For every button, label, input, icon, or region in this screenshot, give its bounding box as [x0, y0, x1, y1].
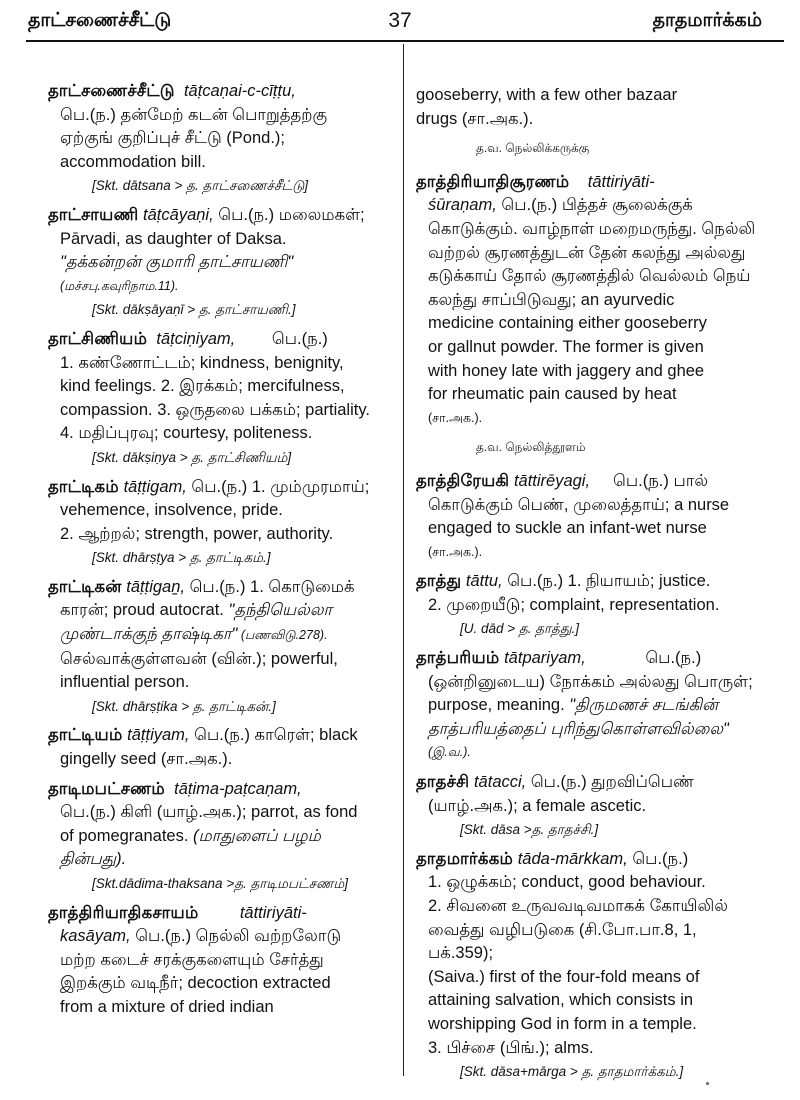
transliteration: śūraṇam, — [428, 196, 497, 215]
tamil-equivalent: த.வ. நெல்லித்தூளம் — [476, 440, 586, 455]
etymology: [Skt.dādima-thaksana >த. தாடிமபட்சணம்] — [92, 876, 349, 891]
quotation: (மாதுளைப் பழம் — [188, 826, 321, 845]
definition-line: of pomegranates. — [60, 826, 189, 845]
entry-tatcayani — [48, 204, 388, 322]
etymology: [U. dād > த. தாத்து.] — [460, 621, 580, 637]
entry-tattiyam — [48, 724, 388, 771]
print-speck — [706, 1082, 709, 1085]
citation-source: (இ.வ.). — [428, 745, 471, 760]
quotation: தாத்பரியத்தைப் புரிந்துகொள்ளவில்லை" — [428, 719, 729, 738]
definition-line: Pārvadi, as daughter of Daksa. — [60, 229, 287, 248]
headword: தாத்து — [416, 572, 462, 591]
quotation: "தந்தியெல்லா — [228, 601, 333, 620]
transliteration: tāttiriyāti- — [587, 172, 655, 191]
transliteration: tāda-mārkkam, — [517, 849, 628, 868]
headword: தாட்டியம் — [48, 726, 123, 745]
definition-line: கொடுக்கும். வாழ்நாள் மறைமருந்து. நெல்லி — [428, 219, 756, 238]
transliteration: tātpariyam, — [504, 649, 586, 668]
definition-text: பெ.(ந.) பால் — [608, 471, 709, 490]
headword: தாட்சாயணி — [48, 205, 139, 224]
entry-tattu — [416, 570, 760, 641]
headword: தாட்சணைச்சீட்டு — [48, 82, 175, 100]
headword: தாத்திரேயகி — [416, 471, 510, 490]
quotation: முண்டாக்குந் தாஷ்டிகா" — [60, 625, 238, 644]
definition-line: kind feelings. 2. இரக்கம்; mercifulness, — [60, 377, 345, 396]
transliteration: tāttu, — [465, 572, 503, 591]
entry-tatciniyam — [48, 328, 388, 470]
definition-line: 4. மதிப்புரவு; courtesy, politeness. — [60, 424, 313, 443]
citation-source: (மச்சபு.கவுரிநாம.11). — [60, 278, 179, 293]
definition-line: 2. ஆற்றல்; strength, power, authority. — [60, 524, 334, 543]
headword: தாத்திரியாதிகசாயம் — [48, 903, 199, 922]
definition-line: gooseberry, with a few other bazaar — [416, 86, 678, 104]
entry-tattireyagi — [416, 470, 760, 564]
right-column — [416, 84, 760, 1090]
etymology: [Skt. dhārṣṭika > த. தாட்டிகன்.] — [92, 698, 276, 714]
quotation: "திருமணச் சடங்கின் — [564, 696, 719, 715]
definition-text: பெ.(ந.) 1. மும்முரமாய்; — [186, 477, 370, 496]
definition-line: attaining salvation, which consists in — [428, 991, 694, 1010]
definition-line: from a mixture of dried indian — [60, 997, 274, 1016]
definition-line: gingelly seed (சா.அக.). — [60, 750, 233, 769]
etymology: [Skt. dākṣiṇya > த. தாட்சிணியம்] — [92, 449, 292, 465]
entry-tatpariyam — [416, 647, 760, 765]
definition-line: 2. முறையீடு; complaint, representation. — [428, 595, 720, 614]
transliteration: tāṭima-paṭcaṇam, — [174, 779, 302, 798]
headword: தாத்திரியாதிசூரணம் — [416, 172, 570, 191]
entry-tattiriyati-suranam — [416, 171, 760, 431]
definition-text: பெ.(ந.) — [267, 329, 328, 348]
definition-line: வைத்து வழிபடுகை (சி.போ.பா.8, 1, பக்.359); — [428, 920, 697, 963]
etymology: [Skt. dātsana > த. தாட்சணைச்சீட்டு] — [92, 178, 308, 194]
definition-line: இறக்கும் வடிநீர்; decoction extracted — [60, 974, 331, 993]
entry-tatacci — [416, 771, 760, 842]
definition-line: மற்ற கடைச் சரக்குகளையும் சேர்த்து — [60, 950, 324, 969]
transliteration: kasāyam, — [60, 927, 131, 946]
entry-tattiriyati-kasayam — [48, 902, 388, 1020]
definition-line: influential person. — [60, 673, 190, 692]
transliteration: tāttirēyagi, — [513, 471, 591, 490]
definition-line: for rheumatic pain caused by heat — [428, 385, 677, 404]
definition-text: பெ.(ந.) 1. நியாயம்; justice. — [502, 572, 711, 591]
header-right-guideword: தாதமார்க்கம் — [652, 10, 762, 31]
citation-source: (சா.அக.). — [428, 544, 483, 559]
transliteration: tāṭcāyaṇi, — [143, 205, 214, 224]
definition-line: worshipping God in form in a temple. — [428, 1014, 697, 1033]
definition-line: (யாழ்.அக.); a female ascetic. — [428, 796, 647, 815]
definition-line: purpose, meaning. — [428, 696, 565, 715]
transliteration: tāṭcaṇai-c-cīṭṭu, — [183, 82, 296, 100]
definition-text: பெ.(ந.) — [640, 649, 702, 668]
left-column — [48, 80, 388, 1026]
citation-source: (சா.அக.). — [428, 410, 483, 425]
etymology: [Skt. dhārṣṭya > த. தாட்டிகம்.] — [92, 550, 271, 566]
definition-text: பெ.(ந.) காரெள்; black — [189, 726, 358, 745]
definition-text: பெ.(ந.) துறவிப்பெண் — [526, 773, 694, 792]
definition-line: கடுக்காய் தோல் சூரணத்தில் வெல்லம் நெய் — [428, 267, 751, 286]
headword: தாடிமபட்சணம் — [48, 779, 165, 798]
headword: தாதமார்க்கம் — [416, 849, 514, 868]
definition-line: engaged to suckle an infant-wet nurse — [428, 519, 707, 538]
definition-line: வற்றல் சூரணத்துடன் தேன் கலந்து அல்லது — [428, 243, 746, 262]
transliteration: tāttiriyāti- — [239, 903, 307, 922]
headword: தாட்டிகம் — [48, 477, 119, 496]
definition-line: 3. பிச்சை (பிங்.); alms. — [428, 1038, 594, 1057]
definition-line: 2. சிவனை உருவவடிவமாகக் கோயிலில் — [428, 897, 728, 915]
definition-text: பெ.(ந.) — [627, 849, 689, 868]
headword: தாத்பரியம் — [416, 649, 500, 668]
quotation: "தக்கன்றன் குமாரி தாட்சாயணி" — [60, 253, 294, 272]
definition-text: பெ.(ந.) மலைமகள்; — [213, 205, 365, 224]
definition-line: பெ.(ந.) தன்மேற் கடன் பொறுத்தற்கு — [60, 105, 328, 124]
definition-text: பெ.(ந.) பித்தச் சூலைக்குக் — [496, 196, 693, 215]
entry-tada-markkam — [416, 848, 760, 1084]
quotation: தின்பது). — [60, 850, 127, 869]
etymology: [Skt. dāsa >த. தாதச்சி.] — [460, 822, 599, 838]
etymology: [Skt. dākṣāyaṇī > த. தாட்சாயணி.] — [92, 302, 296, 318]
definition-text: பெ.(ந.) 1. கொடுமைக் — [185, 577, 355, 596]
definition-line: (ஒன்றினுடைய) நோக்கம் அல்லது பொருள்; — [428, 672, 753, 691]
definition-line: காரன்; proud autocrat. — [60, 601, 224, 620]
page-number: 37 — [388, 9, 412, 32]
definition-line: செல்வாக்குள்ளவன் (வின்.); powerful, — [60, 649, 338, 668]
transliteration: tāṭṭigaṉ, — [126, 577, 185, 596]
entry-tatima-patcanam — [48, 778, 388, 896]
entry-continuation — [416, 84, 760, 131]
column-divider — [403, 44, 404, 1076]
definition-line: drugs (சா.அக.). — [416, 109, 534, 128]
definition-line: medicine containing either gooseberry — [428, 314, 707, 333]
tamil-equivalent: த.வ. நெல்லிக்கருக்கு — [476, 141, 590, 156]
etymology: [Skt. dāsa+mārga > த. தாதமார்க்கம்.] — [460, 1064, 684, 1080]
definition-line: 1. கண்ணோட்டம்; kindness, benignity, — [60, 353, 344, 372]
definition-line: or gallnut powder. The former is given — [428, 337, 704, 356]
definition-line: கொடுக்கும் பெண், முலைத்தாய்; a nurse — [428, 495, 730, 514]
header-rule — [26, 40, 784, 42]
definition-line: (Saiva.) first of the four-fold means of — [428, 967, 700, 986]
definition-line: பெ.(ந.) கிளி (யாழ்.அக.); parrot, as fond — [60, 803, 358, 822]
transliteration: tāṭṭiyam, — [127, 726, 190, 745]
transliteration: tāṭciṇiyam, — [156, 329, 236, 348]
definition-line: vehemence, insolvence, pride. — [60, 501, 283, 520]
definition-line: compassion. 3. ஒருதலை பக்கம்; partiality. — [60, 400, 370, 419]
entry-tattigam — [48, 476, 388, 570]
headword: தாதச்சி — [416, 773, 470, 792]
entry-tatcanai-c-cittu — [48, 80, 388, 198]
definition-text: பெ.(ந.) நெல்லி வற்றலோடு — [130, 927, 342, 946]
transliteration: tātacci, — [473, 773, 527, 792]
transliteration: tāṭṭigam, — [123, 477, 187, 496]
headword: தாட்சிணியம் — [48, 329, 148, 348]
citation-source: (பணவிடு.278). — [237, 628, 328, 643]
headword: தாட்டிகன் — [48, 577, 122, 596]
definition-line: with honey late with jaggery and ghee — [428, 361, 705, 380]
definition-line: accommodation bill. — [60, 152, 206, 171]
header-left-guideword: தாட்சணைச்சீட்டு — [28, 10, 172, 31]
entry-tattigan — [48, 576, 388, 719]
definition-line: ஏற்குங் குறிப்புச் சீட்டு (Pond.); — [60, 129, 285, 148]
definition-line: கலந்து சாப்பிடுவது; an ayurvedic — [428, 290, 675, 309]
definition-line: 1. ஒழுக்கம்; conduct, good behaviour. — [428, 873, 706, 892]
